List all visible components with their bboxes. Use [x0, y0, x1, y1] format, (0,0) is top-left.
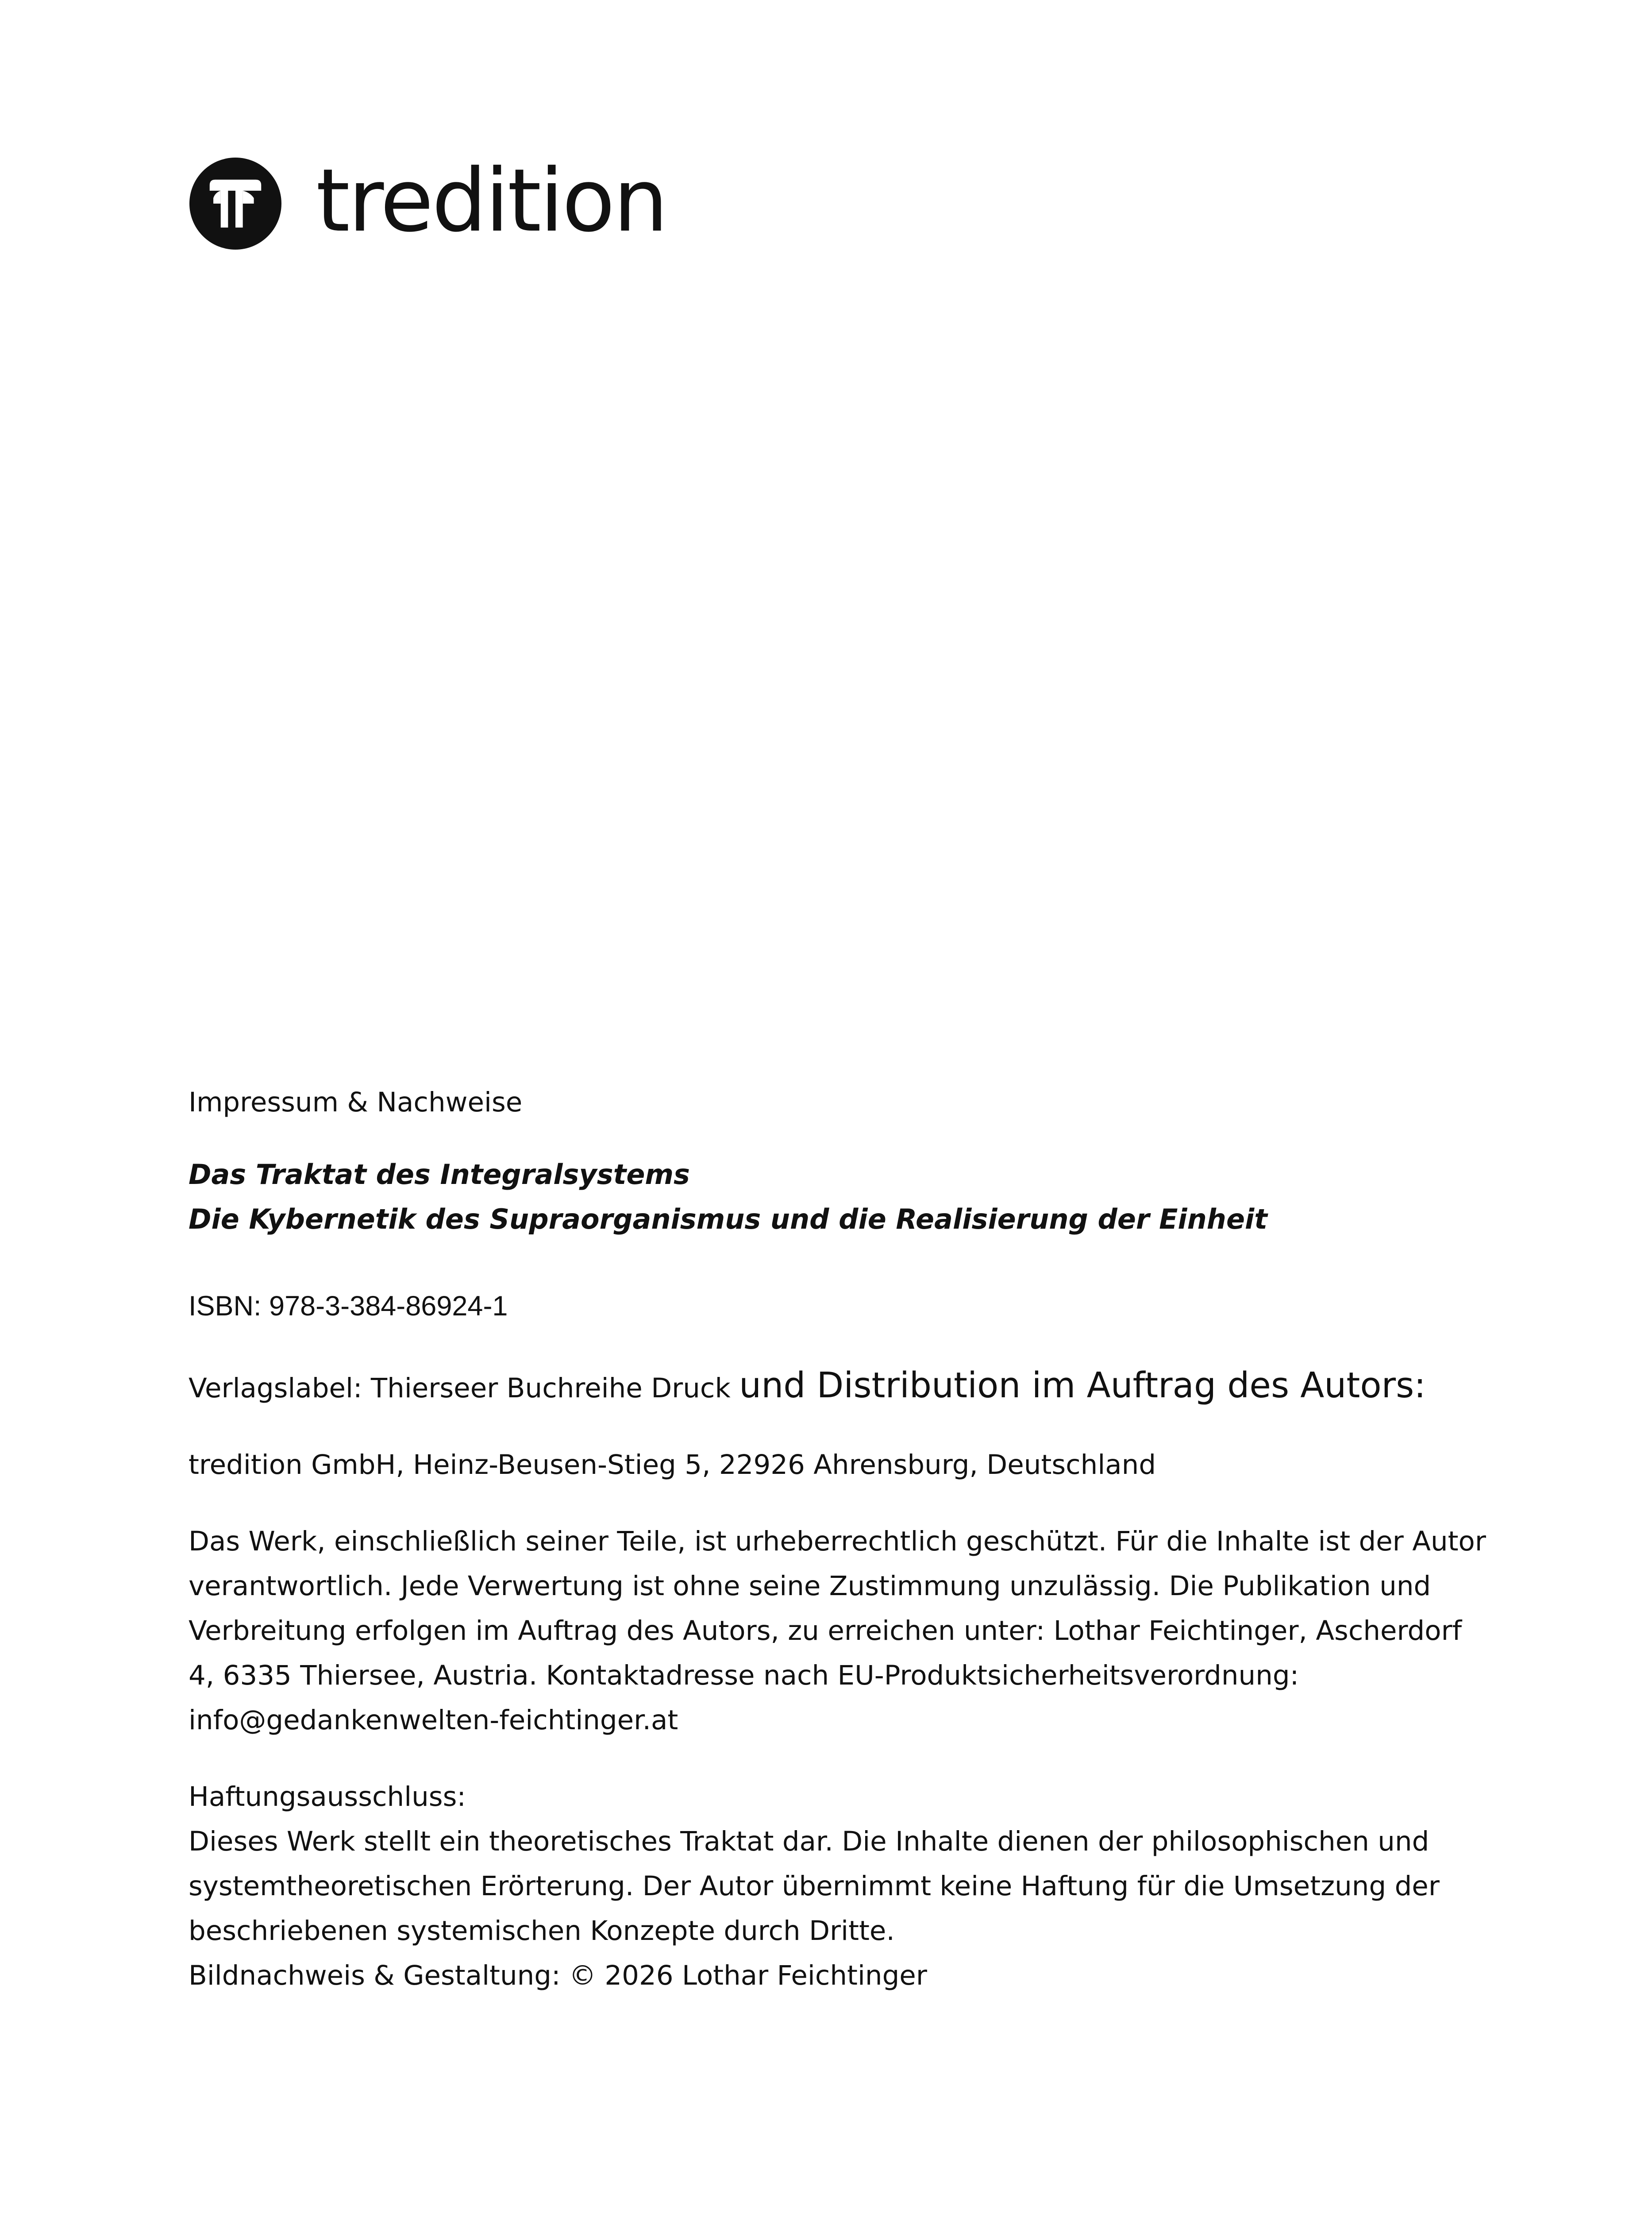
copyright-line: verantwortlich. Jede Verwertung ist ohne seine Zustimmung unzulässig. Die Publikation und [189, 1570, 1431, 1602]
book-title-block [189, 1152, 1472, 1241]
isbn-line: ISBN: 978-3-384-86924-1 [189, 1291, 508, 1322]
logo-wordmark: tredition [316, 150, 667, 251]
disclaimer-line: Dieses Werk stellt ein theoretisches Traktat dar. Die Inhalte dienen der philosophischen und [189, 1826, 1429, 1857]
publisher-label-large: und Distribution im Auftrag des Autors: [739, 1365, 1426, 1406]
contact-email: info@gedankenwelten-feichtinger.at [189, 1704, 678, 1736]
copyright-line: 4, 6335 Thiersee, Austria. Kontaktadresse nach EU-Produktsicherheitsverordnung: [189, 1660, 1299, 1691]
copyright-line: Verbreitung erfolgen im Auftrag des Autors, zu erreichen unter: Lothar Feichtinger, Ascherdorf [189, 1615, 1462, 1646]
imprint-heading: Impressum & Nachweise [189, 1087, 523, 1118]
copyright-paragraph [189, 1519, 1486, 1743]
disclaimer-line: beschriebenen systemischen Konzepte durch Dritte. [189, 1915, 895, 1947]
book-subtitle: Die Kybernetik des Supraorganismus und die Realisierung der Einheit [189, 1203, 1267, 1235]
publisher-label-small: Verlagslabel: Thierseer Buchreihe Druck [189, 1373, 731, 1404]
copyright-line: Das Werk, einschließlich seiner Teile, ist urheberrechtlich geschützt. Für die Inhalte ist der Autor [189, 1526, 1486, 1557]
imprint-content [189, 1080, 1486, 1998]
disclaimer-heading: Haftungsausschluss: [189, 1781, 466, 1812]
tredition-logo-icon [189, 158, 281, 250]
book-title: Das Traktat des Integralsystems [189, 1158, 690, 1191]
publisher-label-line [189, 1363, 1472, 1411]
disclaimer-section [189, 1774, 1472, 1998]
disclaimer-line: systemtheoretischen Erörterung. Der Autor übernimmt keine Haftung für die Umsetzung der [189, 1870, 1440, 1902]
image-credits: Bildnachweis & Gestaltung: © 2026 Lothar Feichtinger [189, 1960, 927, 1991]
publisher-address: tredition GmbH, Heinz-Beusen-Stieg 5, 22926 Ahrensburg, Deutschland [189, 1449, 1156, 1480]
publisher-logo [189, 150, 667, 251]
